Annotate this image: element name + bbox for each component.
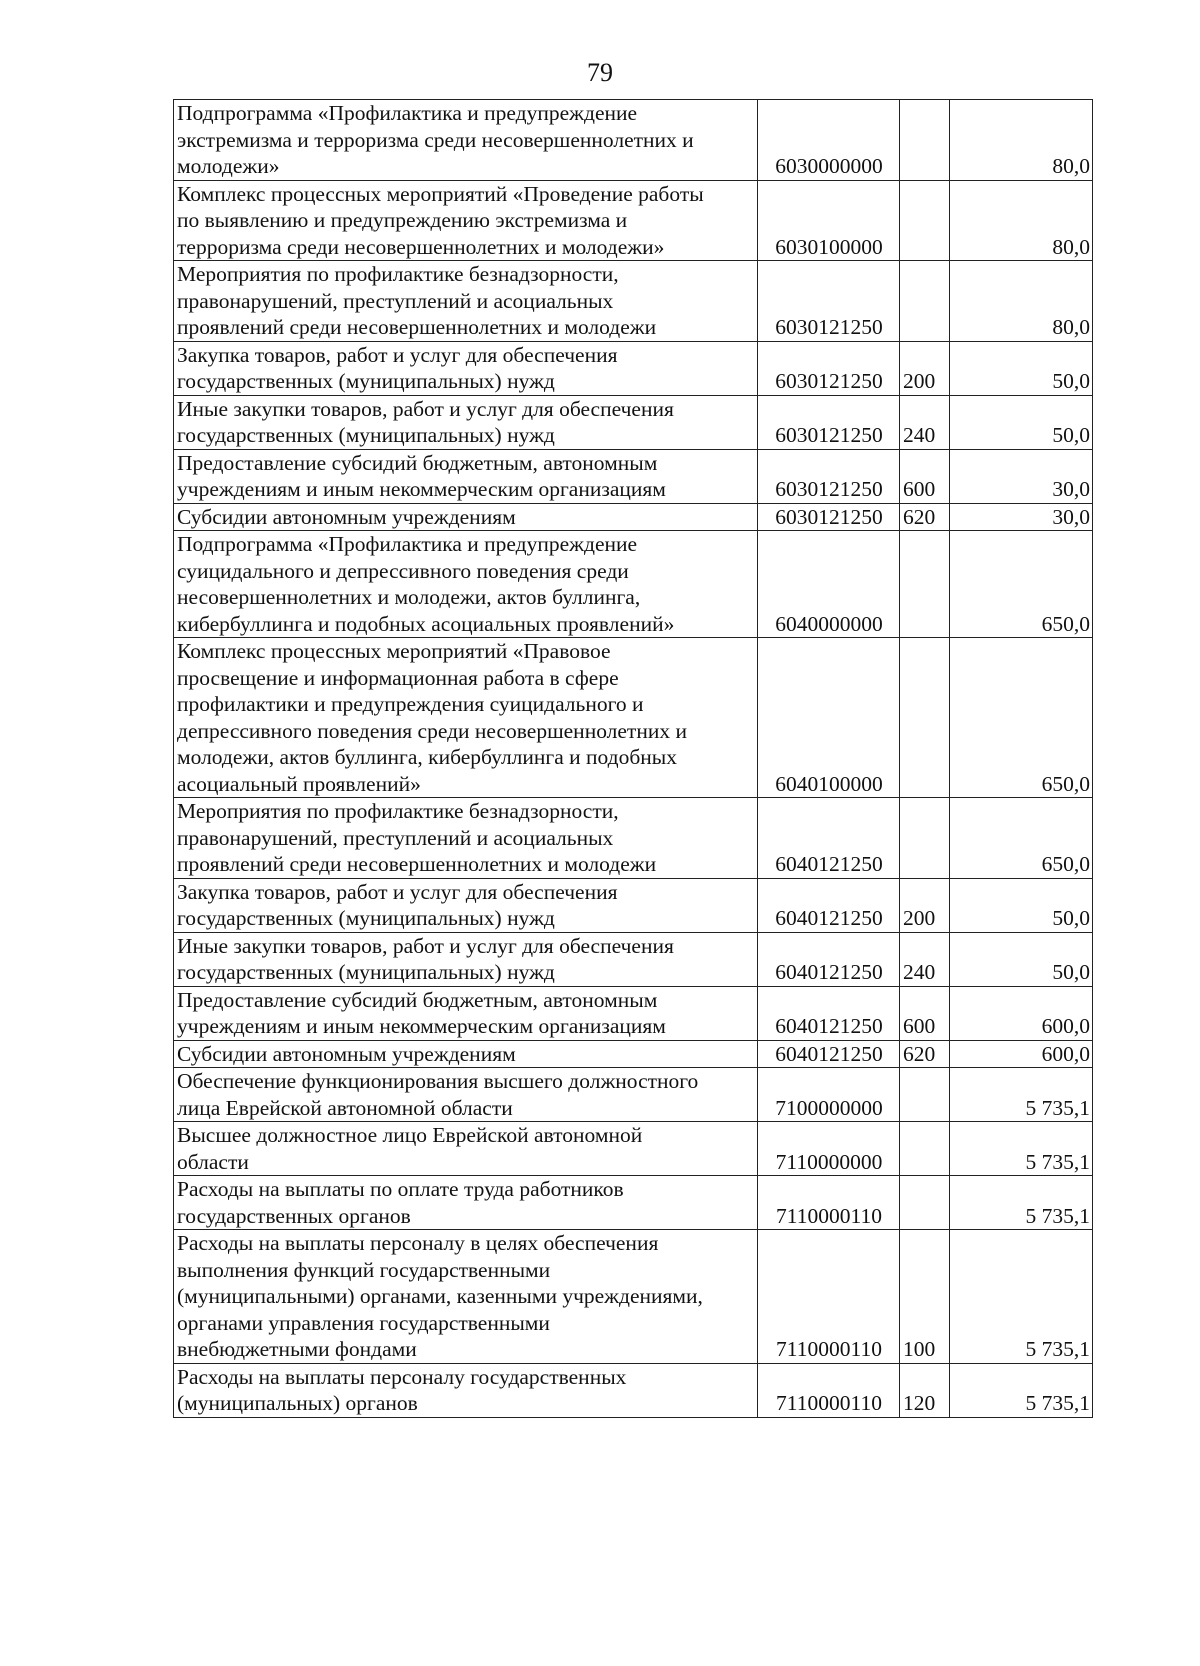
row-target-code: 7110000110 [758,1363,900,1417]
table-row [174,986,1093,1040]
row-expense-type: 200 [900,341,950,395]
page-number: 79 [587,58,613,87]
row-name: Расходы на выплаты по оплате труда работников государственных органов [174,1176,758,1230]
table-row [174,100,1093,181]
row-target-code: 7110000000 [758,1122,900,1176]
budget-table [173,99,1093,1418]
row-target-code: 6040121250 [758,986,900,1040]
row-expense-type [900,1176,950,1230]
row-amount: 80,0 [950,261,1093,342]
table-row [174,395,1093,449]
row-expense-type [900,1068,950,1122]
row-target-code: 6040121250 [758,878,900,932]
table-row [174,638,1093,798]
row-target-code: 6030121250 [758,395,900,449]
table-row [174,503,1093,531]
row-amount: 30,0 [950,449,1093,503]
row-target-code: 6030121250 [758,261,900,342]
row-expense-type: 240 [900,932,950,986]
row-target-code: 6040000000 [758,531,900,638]
row-target-code: 6030000000 [758,100,900,181]
row-name: Обеспечение функционирования высшего должностного лица Еврейской автономной области [174,1068,758,1122]
row-expense-type: 200 [900,878,950,932]
table-row [174,261,1093,342]
row-amount: 80,0 [950,180,1093,261]
row-amount: 50,0 [950,878,1093,932]
row-name: Субсидии автономным учреждениям [174,503,758,531]
row-name: Иные закупки товаров, работ и услуг для обеспечения государственных (муниципальных) нужд [174,395,758,449]
row-expense-type: 600 [900,449,950,503]
row-expense-type: 600 [900,986,950,1040]
table-row [174,798,1093,879]
row-expense-type [900,1122,950,1176]
table-row [174,1363,1093,1417]
row-target-code: 6030121250 [758,503,900,531]
row-name: Комплекс процессных мероприятий «Правовое просвещение и информационная работа в сфере профилактики и предупреждения суицидального и депрессивного поведения среди несовершеннолетних и молодежи, актов буллинга, кибербуллинга и подобных асоциальный проявлений» [174,638,758,798]
row-expense-type: 240 [900,395,950,449]
row-expense-type: 120 [900,1363,950,1417]
row-name: Закупка товаров, работ и услуг для обеспечения государственных (муниципальных) нужд [174,878,758,932]
row-amount: 5 735,1 [950,1363,1093,1417]
row-expense-type [900,261,950,342]
row-name: Высшее должностное лицо Еврейской автономной области [174,1122,758,1176]
row-amount: 5 735,1 [950,1230,1093,1364]
table-body [174,100,1093,1418]
table-row [174,341,1093,395]
row-name: Предоставление субсидий бюджетным, автономным учреждениям и иным некоммерческим организациям [174,449,758,503]
row-expense-type [900,180,950,261]
row-name: Предоставление субсидий бюджетным, автономным учреждениям и иным некоммерческим организациям [174,986,758,1040]
row-expense-type [900,638,950,798]
row-name: Закупка товаров, работ и услуг для обеспечения государственных (муниципальных) нужд [174,341,758,395]
row-amount: 5 735,1 [950,1122,1093,1176]
table-row [174,932,1093,986]
row-target-code: 6040121250 [758,1040,900,1068]
row-amount: 5 735,1 [950,1176,1093,1230]
row-amount: 30,0 [950,503,1093,531]
row-amount: 650,0 [950,798,1093,879]
row-name: Подпрограмма «Профилактика и предупреждение экстремизма и терроризма среди несовершеннолетних и молодежи» [174,100,758,181]
row-expense-type [900,531,950,638]
table-row [174,878,1093,932]
table-row [174,1230,1093,1364]
row-target-code: 6030100000 [758,180,900,261]
row-amount: 650,0 [950,531,1093,638]
table-row [174,180,1093,261]
row-name: Расходы на выплаты персоналу в целях обеспечения выполнения функций государственными (муниципальными) органами, казенными учреждениями, органами управления государственными внебюджетными фондами [174,1230,758,1364]
row-name: Подпрограмма «Профилактика и предупреждение суицидального и депрессивного поведения среди несовершеннолетних и молодежи, актов буллинга, кибербуллинга и подобных асоциальных проявлений» [174,531,758,638]
row-target-code: 7110000110 [758,1230,900,1364]
table-row [174,1040,1093,1068]
row-name: Иные закупки товаров, работ и услуг для обеспечения государственных (муниципальных) нужд [174,932,758,986]
row-amount: 80,0 [950,100,1093,181]
row-target-code: 6040121250 [758,798,900,879]
row-target-code: 6030121250 [758,341,900,395]
row-target-code: 6040121250 [758,932,900,986]
row-target-code: 7100000000 [758,1068,900,1122]
row-name: Мероприятия по профилактике безнадзорности, правонарушений, преступлений и асоциальных проявлений среди несовершеннолетних и молодежи [174,798,758,879]
row-amount: 50,0 [950,395,1093,449]
row-expense-type: 620 [900,503,950,531]
row-amount: 600,0 [950,1040,1093,1068]
row-target-code: 6030121250 [758,449,900,503]
table-row [174,1068,1093,1122]
row-name: Расходы на выплаты персоналу государственных (муниципальных) органов [174,1363,758,1417]
row-amount: 50,0 [950,932,1093,986]
row-name: Комплекс процессных мероприятий «Проведение работы по выявлению и предупреждению экстремизма и терроризма среди несовершеннолетних и молодежи» [174,180,758,261]
table-row [174,1122,1093,1176]
table-row [174,1176,1093,1230]
row-expense-type: 100 [900,1230,950,1364]
row-name: Субсидии автономным учреждениям [174,1040,758,1068]
row-target-code: 7110000110 [758,1176,900,1230]
row-amount: 650,0 [950,638,1093,798]
row-expense-type [900,798,950,879]
row-amount: 5 735,1 [950,1068,1093,1122]
row-amount: 50,0 [950,341,1093,395]
row-expense-type [900,100,950,181]
row-target-code: 6040100000 [758,638,900,798]
table-row [174,531,1093,638]
row-amount: 600,0 [950,986,1093,1040]
row-name: Мероприятия по профилактике безнадзорности, правонарушений, преступлений и асоциальных проявлений среди несовершеннолетних и молодежи [174,261,758,342]
table-row [174,449,1093,503]
row-expense-type: 620 [900,1040,950,1068]
